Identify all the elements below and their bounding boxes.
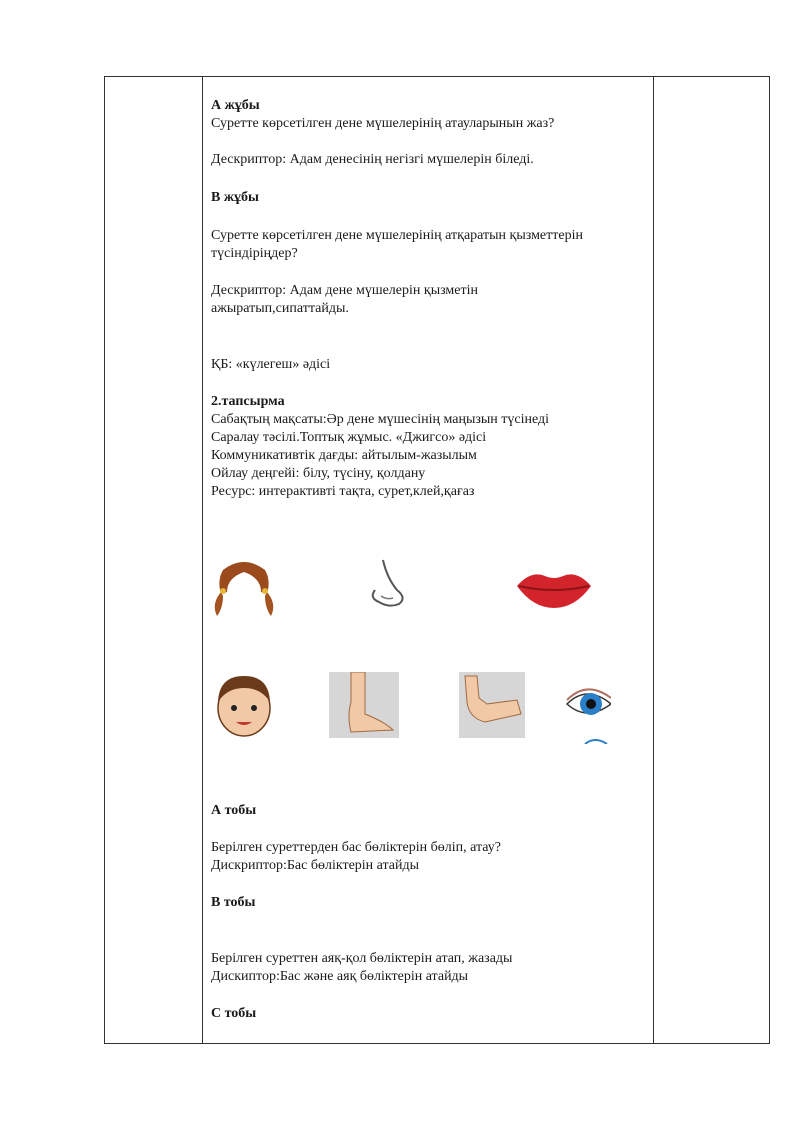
eye-image bbox=[565, 680, 611, 744]
method-line: Саралау тәсілі.Топтық жұмыс. «Джигсо» әдісі bbox=[211, 430, 487, 445]
arm-image bbox=[459, 672, 525, 738]
lesson-cell bbox=[211, 76, 651, 1044]
b-group-title: В жұбы bbox=[211, 190, 259, 205]
a-tobi-title: А тобы bbox=[211, 803, 257, 818]
task2-title: 2.тапсырма bbox=[211, 394, 285, 409]
a-question: Суретте көрсетілген дене мүшелерінің атауларынын жаз? bbox=[211, 116, 555, 131]
a-descriptor: Дескриптор: Адам денесінің негізгі мүшелерін біледі. bbox=[211, 152, 534, 167]
b-descriptor-line1: Дескриптор: Адам дене мүшелерін қызметін bbox=[211, 283, 479, 298]
a-group-title: А жұбы bbox=[211, 98, 260, 113]
leg-image bbox=[329, 672, 399, 738]
nose-image bbox=[365, 558, 411, 608]
lips-image bbox=[515, 568, 593, 610]
kb-method: ҚБ: «күлегеш» әдісі bbox=[211, 357, 331, 372]
b-question-line2: түсіндіріңдер? bbox=[211, 246, 298, 261]
c-tobi-title: С тобы bbox=[211, 1006, 257, 1021]
column-divider bbox=[653, 77, 654, 1043]
column-divider bbox=[202, 77, 203, 1043]
b-tobi-descriptor: Дискиптор:Бас және аяқ бөліктерін атайды bbox=[211, 969, 469, 984]
lesson-goal: Сабақтың мақсаты:Әр дене мүшесінің маңызын түсінеді bbox=[211, 412, 550, 427]
b-tobi-title: В тобы bbox=[211, 895, 256, 910]
b-descriptor-line2: ажыратып,сипаттайды. bbox=[211, 301, 349, 316]
hair-image bbox=[211, 558, 277, 618]
a-tobi-descriptor: Дискриптор:Бас бөліктерін атайды bbox=[211, 858, 420, 873]
thinking-level: Ойлау деңгейі: білу, түсіну, қолдану bbox=[211, 466, 426, 481]
resource-line: Ресурс: интерактивті тақта, сурет,клей,қағаз bbox=[211, 484, 475, 499]
skill-line: Коммуникативтік дағды: айтылым-жазылым bbox=[211, 448, 477, 463]
b-tobi-task: Берілген суреттен аяқ-қол бөліктерін атап, жазады bbox=[211, 951, 513, 966]
a-tobi-task: Берілген суреттерден бас бөліктерін бөліп, атау? bbox=[211, 840, 501, 855]
b-question-line1: Суретте көрсетілген дене мүшелерінің атқаратын қызметтерін bbox=[211, 228, 583, 243]
face-image bbox=[211, 672, 277, 738]
